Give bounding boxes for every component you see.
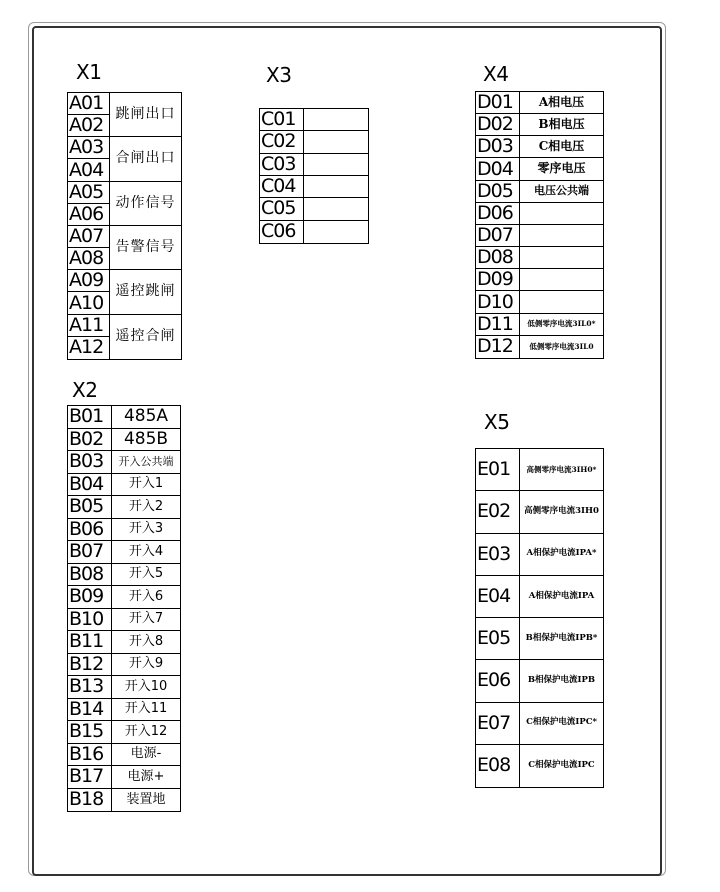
terminal-description — [520, 247, 603, 269]
x3-terminal-block — [259, 108, 369, 244]
terminal-description: 开入10 — [112, 676, 180, 699]
terminal-code: B02 — [68, 429, 112, 452]
terminal-description — [520, 225, 603, 247]
terminal-description: 低侧零序电流3IL0 — [529, 341, 594, 351]
x5-terminal-block — [475, 448, 604, 788]
terminal-description — [304, 176, 368, 198]
terminal-code: D08 — [476, 247, 520, 269]
terminal-code: A11 — [68, 315, 110, 337]
terminal-code: C03 — [260, 154, 304, 176]
terminal-description: A相保护电流IPA* — [520, 534, 603, 576]
terminal-code: C01 — [260, 109, 304, 131]
terminal-code: E08 — [476, 745, 520, 787]
x3-title: X3 — [266, 63, 292, 87]
terminal-description — [304, 221, 368, 243]
terminal-code: A09 — [68, 270, 110, 292]
x4-terminal-block — [475, 91, 604, 359]
terminal-description: 电源+ — [112, 766, 180, 789]
terminal-code: A08 — [68, 248, 110, 270]
terminal-code: A04 — [68, 159, 110, 181]
terminal-function-label: 跳闸出口 — [110, 93, 181, 137]
terminal-description: 低侧零序电流3IL0* — [520, 314, 603, 336]
terminal-code: A06 — [68, 204, 110, 226]
x1-terminal-block — [67, 92, 182, 360]
terminal-description: 开入3 — [112, 519, 180, 542]
terminal-code: E05 — [476, 618, 520, 660]
terminal-code: E01 — [476, 449, 520, 491]
terminal-description: 电压公共端 — [520, 181, 603, 203]
terminal-code: E07 — [476, 703, 520, 745]
terminal-code: D07 — [476, 225, 520, 247]
terminal-function-label: 遥控跳闸 — [110, 270, 181, 314]
terminal-description: 零序电压 — [520, 158, 603, 180]
terminal-description: 高侧零序电流3IH0 — [520, 491, 603, 533]
terminal-description: 开入11 — [112, 699, 180, 722]
terminal-code: E02 — [476, 491, 520, 533]
terminal-function-label: 合闸出口 — [110, 137, 181, 181]
terminal-description: 开入2 — [112, 496, 180, 519]
terminal-description: 485B — [112, 429, 180, 452]
terminal-code: D04 — [476, 158, 520, 180]
terminal-code: E03 — [476, 534, 520, 576]
terminal-code: B01 — [68, 406, 112, 429]
x2-terminal-block — [67, 405, 181, 812]
terminal-description: A相保护电流IPA — [520, 576, 603, 618]
terminal-code: D11 — [476, 314, 520, 336]
terminal-code: B17 — [68, 766, 112, 789]
terminal-description: C相保护电流IPC — [528, 760, 595, 771]
terminal-code: B06 — [68, 519, 112, 542]
terminal-description: 485A — [112, 406, 180, 429]
terminal-code: B14 — [68, 699, 112, 722]
terminal-function-label: 遥控合闸 — [115, 328, 176, 345]
terminal-code: B04 — [68, 474, 112, 497]
terminal-code: E04 — [476, 576, 520, 618]
terminal-code: D02 — [476, 114, 520, 136]
terminal-code: D01 — [476, 92, 520, 114]
terminal-code: D09 — [476, 269, 520, 291]
x4-title: X4 — [483, 62, 509, 86]
terminal-description: 开入1 — [112, 474, 180, 497]
terminal-code: E06 — [476, 660, 520, 702]
terminal-code: A07 — [68, 226, 110, 248]
terminal-code: A10 — [68, 292, 110, 314]
terminal-description — [304, 198, 368, 220]
terminal-description: 开入9 — [112, 654, 180, 677]
x2-title: X2 — [72, 378, 98, 402]
terminal-description: B相保护电流IPB* — [520, 618, 603, 660]
terminal-code: B07 — [68, 541, 112, 564]
terminal-description: 开入6 — [112, 586, 180, 609]
terminal-code: B09 — [68, 586, 112, 609]
terminal-description: 开入12 — [112, 721, 180, 744]
terminal-code: C04 — [260, 176, 304, 198]
x1-title: X1 — [76, 60, 102, 84]
terminal-code: D06 — [476, 203, 520, 225]
terminal-description: 装置地 — [126, 791, 166, 807]
terminal-code: D12 — [476, 336, 520, 358]
terminal-description: B相保护电流IPB — [520, 660, 603, 702]
terminal-description: C相保护电流IPC* — [520, 703, 603, 745]
terminal-code: C02 — [260, 131, 304, 153]
terminal-code: C05 — [260, 198, 304, 220]
terminal-function-label: 告警信号 — [110, 226, 181, 270]
terminal-code: B11 — [68, 631, 112, 654]
terminal-description: 电源- — [112, 744, 180, 767]
terminal-code: B15 — [68, 721, 112, 744]
terminal-code: B03 — [68, 451, 112, 474]
terminal-description: 开入公共端 — [112, 451, 180, 474]
terminal-code: D03 — [476, 136, 520, 158]
terminal-code: B05 — [68, 496, 112, 519]
terminal-code: B13 — [68, 676, 112, 699]
terminal-description: B相电压 — [520, 114, 603, 136]
terminal-code: B16 — [68, 744, 112, 767]
terminal-code: A12 — [68, 337, 110, 359]
terminal-code: B12 — [68, 654, 112, 677]
terminal-code: D10 — [476, 291, 520, 313]
terminal-description: 开入7 — [112, 609, 180, 632]
terminal-code: B18 — [68, 789, 112, 812]
terminal-code: A01 — [68, 93, 110, 115]
terminal-description: 开入4 — [112, 541, 180, 564]
terminal-description: A相电压 — [520, 92, 603, 114]
terminal-description — [304, 154, 368, 176]
terminal-description — [520, 269, 603, 291]
terminal-code: A05 — [68, 182, 110, 204]
terminal-description: 开入5 — [112, 564, 180, 587]
terminal-code: B08 — [68, 564, 112, 587]
terminal-code: D05 — [476, 181, 520, 203]
terminal-description — [304, 109, 368, 131]
terminal-code: C06 — [260, 221, 304, 243]
terminal-description — [304, 131, 368, 153]
terminal-code: B10 — [68, 609, 112, 632]
terminal-code: A02 — [68, 115, 110, 137]
terminal-description — [520, 291, 603, 313]
x5-title: X5 — [484, 410, 510, 434]
terminal-description: C相电压 — [520, 136, 603, 158]
terminal-description: 开入8 — [112, 631, 180, 654]
terminal-description — [520, 203, 603, 225]
terminal-function-label: 动作信号 — [110, 182, 181, 226]
terminal-description: 高侧零序电流3IH0* — [520, 449, 603, 491]
terminal-code: A03 — [68, 137, 110, 159]
